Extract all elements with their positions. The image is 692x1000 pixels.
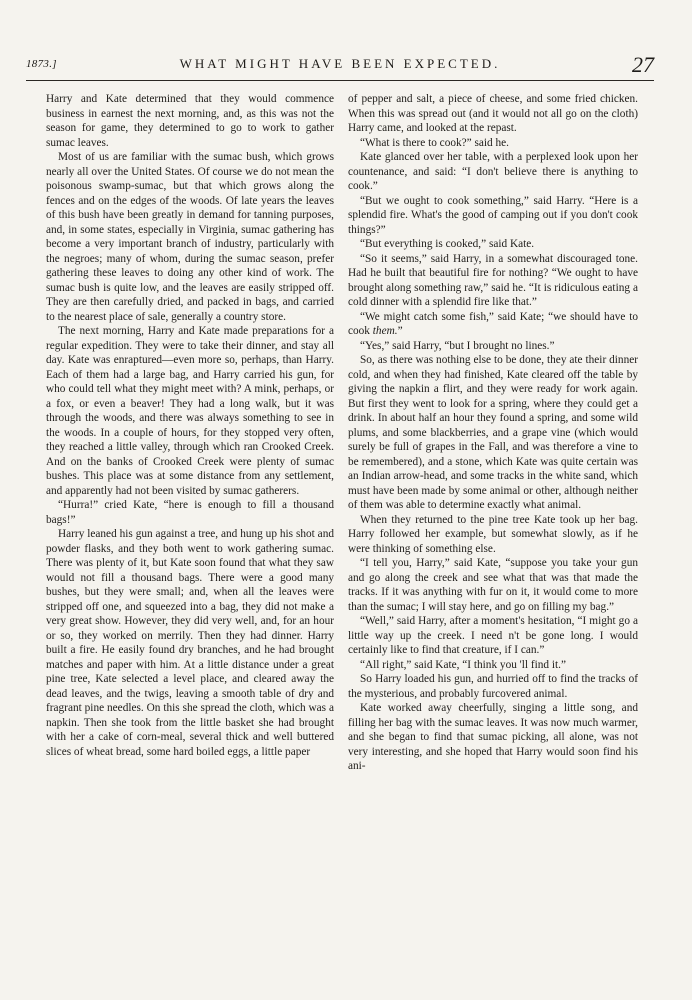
header-rule: [26, 80, 654, 81]
paragraph: “Well,” said Harry, after a moment's hesitation, “I might go a little way up the creek. I need n't be gone long. I would certainly like to find that creature, if I can.”: [348, 615, 638, 656]
paragraph: The next morning, Harry and Kate made preparations for a regular expedition. They were to take their dinner, and stay all day. Kate was enraptured—even more so, perhaps, than Harry. Each of them had a large bag, and Harry carried his gun, for who could tell what they might meet with? A mink, perhaps, or a fox, or even a beaver! They had a long walk, but it was through the woods, and there was always something to see in the woods. In a couple of hours, for they stopped very often, they reached a little valley, through which ran Crooked Creek. And on the banks of Crooked Creek were plenty of sumac bushes. This place was at some distance from any settlement, and apparently had not been visited by sumac gatherers.: [46, 325, 334, 497]
paragraph: “What is there to cook?” said he.: [360, 136, 509, 149]
closing-quote: ”: [397, 325, 403, 337]
paragraph: “But we ought to cook something,” said Harry. “Here is a splendid fire. What's the good of camping out if you don't cook things?”: [348, 194, 638, 236]
running-header: [26, 52, 654, 78]
text-column-right: [348, 92, 638, 992]
paragraph-text: “We might catch some fish,” said Kate; “we should have to cook: [348, 310, 638, 337]
paragraph: Kate worked away cheerfully, singing a little song, and filling her bag with the sumac leaves. It was now much warmer, and she began to find that sumac picking, all alone, was not very interesting, and she hoped that Harry would soon find his ani-: [348, 702, 638, 772]
paragraph: So Harry loaded his gun, and hurried off to find the tracks of the mysterious, and probably furcovered animal.: [348, 673, 638, 700]
paragraph: [348, 310, 638, 339]
emphasized-word: them.: [372, 325, 398, 337]
text-column-left: [46, 92, 334, 992]
paragraph: “All right,” said Kate, “I think you 'll find it.”: [360, 658, 566, 671]
paragraph: “Hurra!” cried Kate, “here is enough to fill a thousand bags!”: [46, 499, 334, 526]
paragraph: “So it seems,” said Harry, in a somewhat discouraged tone. Had he built that beautiful fire for nothing? “We ought to have brought along something raw,” said he. “It is ridiculous eating a cold dinner with a splendid fire like that.”: [348, 252, 638, 308]
running-title: WHAT MIGHT HAVE BEEN EXPECTED.: [179, 56, 501, 71]
paragraph: “Yes,” said Harry, “but I brought no lines.”: [360, 339, 555, 352]
paragraph: “I tell you, Harry,” said Kate, “suppose you take your gun and go along the creek and see what that was that made the tracks. If it was anything with fur on it, it would come to more than the sumac; I will stay here, and go on filling my bag.”: [348, 557, 638, 613]
paragraph: “But everything is cooked,” said Kate.: [360, 238, 535, 250]
paragraph: Harry leaned his gun against a tree, and hung up his shot and powder flasks, and they both went to work gathering sumac. There was plenty of it, but Kate soon found that what they saw would not fill a thousand bags. There were a good many bushes, but they were small; and, when all the leaves were stripped off one, and squeezed into a bag, they did not make a very great show. However, they did very well, and, for an hour or so, they worked on merrily. Then they had dinner. Harry built a fire. He easily found dry branches, and he had brought matches and paper with him. At a little distance under a great pine tree, Kate selected a level place, and cleared away the dead leaves, and the twigs, leaving a smooth table of dry and fragrant pine needles. On this she spread the cloth, which was a napkin. Then she took from the little basket she had brought with her a cake of corn-meal, several thick and well buttered slices of wheat bread, some hard boiled eggs, a little paper: [46, 528, 334, 758]
paragraph: So, as there was nothing else to be done, they ate their dinner cold, and when they had finished, Kate cleared off the table by giving the napkin a flirt, and they were ready for work again. But first they went to look for a spring, where they could get a drink. In about half an hour they found a spring, and some wild plums, and some blackberries, and a grape vine (which would surely be full of grapes in the Fall, and was therefore a vine to be remembered), and a stone, which Kate was quite certain was an Indian arrow-head, and some tracks in the white sand, which must have been made by some animal or other, although neither of them was able to determine exactly what animal.: [348, 354, 638, 511]
paragraph: Most of us are familiar with the sumac bush, which grows nearly all over the United States. Of course we do not mean the poisonous swamp-sumac, but that which grows along the fences and on the edges of the woods. Of late years the leaves of this bush have been greatly in demand for tanning purposes, and, in some states, especially in Virginia, sumac gathering has become a very important branch of industry, particularly with the negroes; many of whom, during the sumac season, prefer gathering these leaves to doing any other kind of work. The sumac bush is quite low, and the leaves are easily stripped off. They are then carefully dried, and packed in bags, and carried to the nearest place of sale, generally a country store.: [46, 151, 334, 323]
paragraph: Harry and Kate determined that they would commence business in earnest the next morning, and, as this was not the season for game, they determined to go to work to gather sumac leaves.: [46, 93, 334, 149]
paragraph: When they returned to the pine tree Kate took up her bag. Harry followed her example, but somewhat slowly, as if he were thinking of something else.: [348, 513, 638, 555]
page-number: 27: [632, 52, 654, 77]
paragraph: of pepper and salt, a piece of cheese, and some fried chicken. When this was spread out (and it would not all go on the cloth) Harry came, and looked at the repast.: [348, 93, 638, 134]
issue-date: 1873.]: [26, 58, 57, 70]
paragraph: Kate glanced over her table, with a perplexed look upon her countenance, and said: “I don't believe there is anything to cook.”: [348, 151, 638, 192]
